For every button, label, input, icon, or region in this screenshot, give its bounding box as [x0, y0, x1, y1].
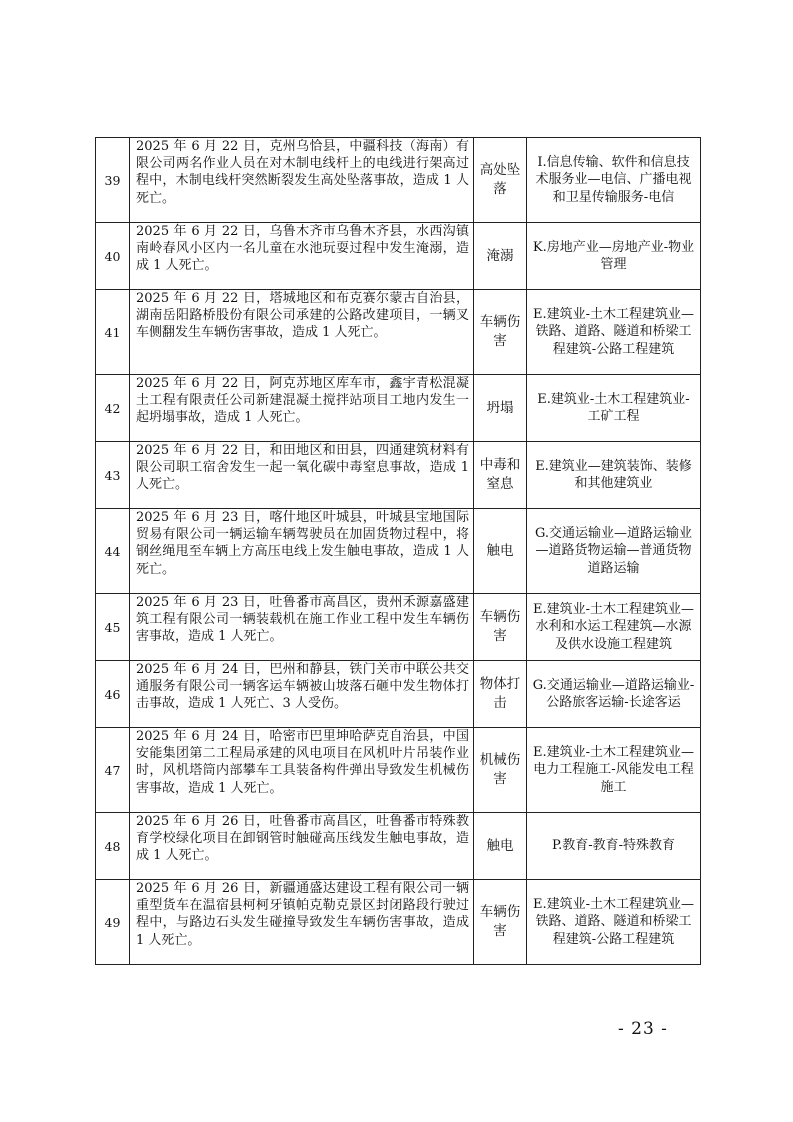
industry-category: G.交通运输业—道路运输业-公路旅客运输-长途客运 [527, 661, 701, 728]
row-number: 41 [96, 290, 130, 375]
accident-description: 2025 年 6 月 23 日，喀什地区叶城县，叶城县宝地国际贸易有限公司一辆运输车辆驾驶员在加固货物过程中，将钢丝绳甩至车辆上方高压电线上发生触电事故，造成 1 人死亡。 [130, 509, 474, 594]
table-row [96, 594, 701, 661]
accident-description: 2025 年 6 月 22 日，和田地区和田县，四通建筑材料有限公司职工宿舍发生一起一氧化碳中毒窒息事故，造成 1 人死亡。 [130, 442, 474, 509]
table-row [96, 442, 701, 509]
accident-type: 车辆伤害 [474, 594, 527, 661]
industry-category: E.建筑业-土木工程建筑业—铁路、道路、隧道和桥梁工程建筑-公路工程建筑 [527, 290, 701, 375]
industry-category: E.建筑业-土木工程建筑业-工矿工程 [527, 375, 701, 442]
table-row [96, 375, 701, 442]
accident-description: 2025 年 6 月 22 日，塔城地区和布克赛尔蒙古自治县，湖南岳阳路桥股份有限公司承建的公路改建项目，一辆叉车侧翻发生车辆伤害事故，造成 1 人死亡。 [130, 290, 474, 375]
table-row [96, 728, 701, 813]
industry-category: E.建筑业-土木工程建筑业—电力工程施工-风能发电工程施工 [527, 728, 701, 813]
table-row [96, 509, 701, 594]
industry-category: E.建筑业—建筑装饰、装修和其他建筑业 [527, 442, 701, 509]
row-number: 46 [96, 661, 130, 728]
row-number: 47 [96, 728, 130, 813]
page-number: - 23 - [618, 1019, 668, 1039]
row-number: 40 [96, 223, 130, 290]
industry-category: I.信息传输、软件和信息技术服务业—电信、广播电视和卫星传输服务-电信 [527, 138, 701, 223]
accident-type: 高处坠落 [474, 138, 527, 223]
row-number: 44 [96, 509, 130, 594]
accident-type: 物体打击 [474, 661, 527, 728]
row-number: 48 [96, 813, 130, 880]
accident-type: 中毒和窒息 [474, 442, 527, 509]
table-row [96, 290, 701, 375]
accident-type: 触电 [474, 813, 527, 880]
industry-category: K.房地产业—房地产业-物业管理 [527, 223, 701, 290]
table-row [96, 138, 701, 223]
accident-description: 2025 年 6 月 24 日，巴州和静县，铁门关市中联公共交通服务有限公司一辆客运车辆被山坡落石砸中发生物体打击事故，造成 1 人死亡、3 人受伤。 [130, 661, 474, 728]
industry-category: E.建筑业-土木工程建筑业—水利和水运工程建筑—水源及供水设施工程建筑 [527, 594, 701, 661]
industry-category: G.交通运输业—道路运输业—道路货物运输—普通货物道路运输 [527, 509, 701, 594]
accident-type: 触电 [474, 509, 527, 594]
accident-table [95, 137, 701, 965]
row-number: 43 [96, 442, 130, 509]
accident-type: 机械伤害 [474, 728, 527, 813]
accident-description: 2025 年 6 月 22 日，阿克苏地区库车市，鑫宇青松混凝土工程有限责任公司新建混凝土搅拌站项目工地内发生一起坍塌事故，造成 1 人死亡。 [130, 375, 474, 442]
accident-type: 车辆伤害 [474, 290, 527, 375]
row-number: 45 [96, 594, 130, 661]
accident-description: 2025 年 6 月 22 日，克州乌恰县，中疆科技（海南）有限公司两名作业人员在对木制电线杆上的电线进行架高过程中，木制电线杆突然断裂发生高处坠落事故，造成 1 人死亡。 [130, 138, 474, 223]
accident-description: 2025 年 6 月 23 日，吐鲁番市高昌区，贵州禾源嘉盛建筑工程有限公司一辆装载机在施工作业工程中发生车辆伤害事故，造成 1 人死亡。 [130, 594, 474, 661]
accident-description: 2025 年 6 月 26 日，新疆通盛达建设工程有限公司一辆重型货车在温宿县柯柯牙镇帕克勒克景区封闭路段行驶过程中，与路边石头发生碰撞导致发生车辆伤害事故，造成 1 人死亡。 [130, 880, 474, 965]
row-number: 49 [96, 880, 130, 965]
industry-category: P.教育-教育-特殊教育 [527, 813, 701, 880]
row-number: 42 [96, 375, 130, 442]
industry-category: E.建筑业-土木工程建筑业—铁路、道路、隧道和桥梁工程建筑-公路工程建筑 [527, 880, 701, 965]
accident-description: 2025 年 6 月 26 日，吐鲁番市高昌区，吐鲁番市特殊教育学校绿化项目在卸钢管时触碰高压线发生触电事故，造成 1 人死亡。 [130, 813, 474, 880]
accident-type: 坍塌 [474, 375, 527, 442]
table-row [96, 223, 701, 290]
table-row [96, 813, 701, 880]
accident-type: 车辆伤害 [474, 880, 527, 965]
table-row [96, 880, 701, 965]
accident-description: 2025 年 6 月 24 日，哈密市巴里坤哈萨克自治县，中国安能集团第二工程局承建的风电项目在风机叶片吊装作业时，风机塔筒内部攀车工具装备构件弹出导致发生机械伤害事故，造成 1 人死亡。 [130, 728, 474, 813]
accident-type: 淹溺 [474, 223, 527, 290]
table-row [96, 661, 701, 728]
row-number: 39 [96, 138, 130, 223]
accident-description: 2025 年 6 月 22 日，乌鲁木齐市乌鲁木齐县，水西沟镇南岭春风小区内一名儿童在水池玩耍过程中发生淹溺，造成 1 人死亡。 [130, 223, 474, 290]
